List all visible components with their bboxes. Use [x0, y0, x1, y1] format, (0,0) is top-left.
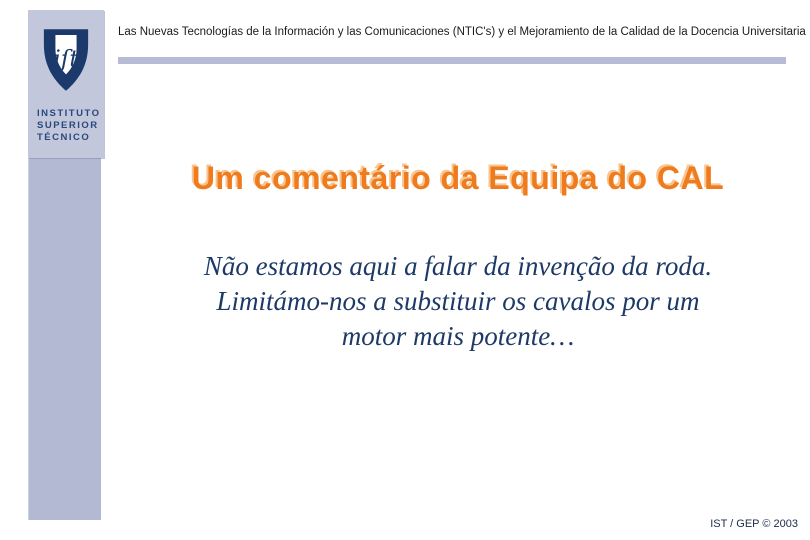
quote-text	[110, 249, 806, 354]
ist-monogram: iſt	[53, 46, 79, 73]
institution-line: SUPERIOR	[37, 120, 99, 131]
ist-logo	[28, 10, 104, 158]
institution-line: INSTITUTO	[37, 108, 101, 119]
quote-line: Limitámo-nos a substituir os cavalos por um	[216, 286, 700, 316]
slide-content	[110, 0, 806, 540]
institution-name	[37, 108, 103, 144]
institution-line: TÉCNICO	[37, 132, 91, 143]
slide-title: Um comentário da Equipa do CAL	[191, 160, 725, 196]
quote-line: motor mais potente…	[341, 321, 575, 351]
header-course-title: Las Nuevas Tecnologías de la Información y las Comunicaciones (NTIC's) y el Mejoramiento de la Calidad de la Docencia Universitaria	[118, 26, 806, 38]
footer-credit: IST / GEP © 2003	[710, 518, 798, 530]
quote-line: Não estamos aqui a falar da invenção da roda.	[203, 251, 713, 281]
ist-shield-icon	[41, 27, 91, 93]
